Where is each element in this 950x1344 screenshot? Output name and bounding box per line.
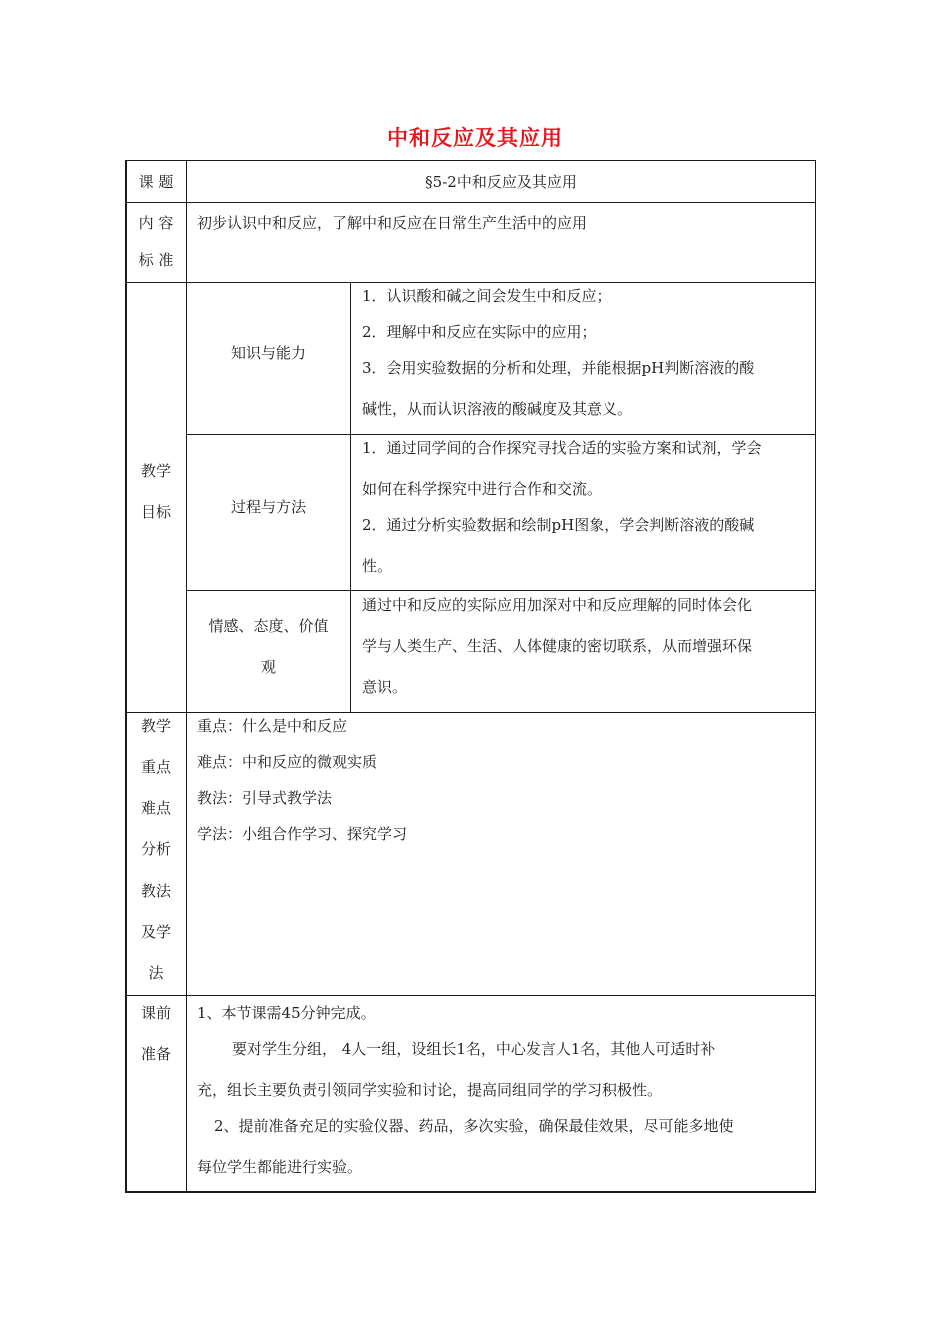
emotion-label-line2: 观 <box>260 658 276 676</box>
row-divider-2 <box>126 282 816 283</box>
knowledge-line-2: 2．理解中和反应在实际中的应用； <box>362 323 597 341</box>
knowledge-line-3: 3．会用实验数据的分析和处理，并能根据pH判断溶液的酸 <box>362 359 755 377</box>
goals-sub-row-1 <box>186 434 816 435</box>
topic-value: §5-2中和反应及其应用 <box>425 173 577 191</box>
table-left-border <box>125 160 127 1193</box>
knowledge-line-1: 1．认识酸和碱之间会发生中和反应； <box>362 287 612 305</box>
key-points-label-1: 教学 <box>140 717 171 735</box>
key-point-line-1: 重点：什么是中和反应 <box>197 717 348 735</box>
knowledge-line-4: 碱性，从而认识溶液的酸碱度及其意义。 <box>362 400 633 418</box>
key-points-label-2: 重点 <box>140 758 171 776</box>
goals-label-line2: 目标 <box>140 503 171 521</box>
goals-label-line1: 教学 <box>140 462 171 480</box>
process-line-4: 性。 <box>362 557 393 575</box>
emotion-line-1: 通过中和反应的实际应用加深对中和反应理解的同时体会化 <box>362 596 753 614</box>
prep-line-5: 每位学生都能进行实验。 <box>197 1158 363 1176</box>
key-point-line-3: 教法：引导式教学法 <box>197 789 333 807</box>
key-point-line-2: 难点：中和反应的微观实质 <box>197 753 378 771</box>
goals-sub-row-2 <box>186 590 816 591</box>
key-points-label-3: 难点 <box>140 799 171 817</box>
knowledge-label: 知识与能力 <box>230 344 306 362</box>
row-divider-1 <box>126 202 816 203</box>
prep-line-1: 1、本节课需45分钟完成。 <box>197 1004 376 1022</box>
key-points-label-4: 分析 <box>140 840 171 858</box>
key-points-label-6: 及学 <box>140 923 171 941</box>
prep-line-4: 2、提前准备充足的实验仪器、药品，多次实验，确保最佳效果，尽可能多地使 <box>214 1117 734 1135</box>
prep-label-line2: 准备 <box>140 1045 171 1063</box>
prep-line-3: 充，组长主要负责引领同学实验和讨论，提高同组同学的学习积极性。 <box>197 1081 663 1099</box>
emotion-line-2: 学与人类生产、生活、人体健康的密切联系，从而增强环保 <box>362 637 753 655</box>
goals-sub-divider <box>350 282 351 712</box>
key-points-label-7: 法 <box>148 964 164 982</box>
standard-label-line1: 内 容 <box>138 214 174 232</box>
table-bottom-border <box>126 1191 816 1193</box>
prep-label-line1: 课前 <box>140 1004 171 1022</box>
prep-line-2: 要对学生分组， 4人一组，设组长1名，中心发言人1名，其他人可适时补 <box>232 1040 716 1058</box>
process-label: 过程与方法 <box>230 498 306 516</box>
emotion-label-line1: 情感、态度、价值 <box>208 617 329 635</box>
process-line-3: 2．通过分析实验数据和绘制pH图象，学会判断溶液的酸碱 <box>362 516 755 534</box>
topic-label: 课 题 <box>138 173 174 191</box>
standard-value: 初步认识中和反应，了解中和反应在日常生产生活中的应用 <box>197 214 588 232</box>
table-top-border <box>126 160 816 161</box>
key-points-label-5: 教法 <box>140 882 171 900</box>
page-title: 中和反应及其应用 <box>387 126 563 150</box>
standard-label-line2: 标 准 <box>138 251 174 269</box>
key-point-line-4: 学法：小组合作学习、探究学习 <box>197 825 408 843</box>
process-line-2: 如何在科学探究中进行合作和交流。 <box>362 480 603 498</box>
row-divider-3 <box>126 712 816 713</box>
process-line-1: 1．通过同学间的合作探究寻找合适的实验方案和试剂，学会 <box>362 439 762 457</box>
emotion-line-3: 意识。 <box>362 678 408 696</box>
row-divider-4 <box>126 995 816 996</box>
table-right-border <box>815 160 816 1193</box>
